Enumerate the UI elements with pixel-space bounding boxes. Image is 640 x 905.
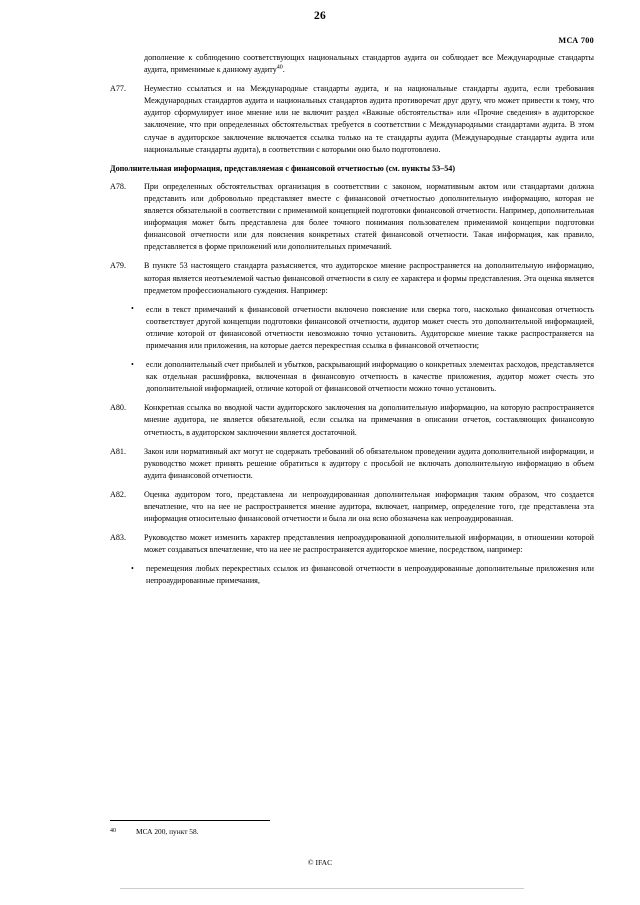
paragraph-body: Закон или нормативный акт могут не содержать требований об обязательном проведении аудита дополнительной информации, и руководство может принять решение обратиться к аудитору с просьбой не включать дополнительную информацию в объем аудита финансовой отчетности. [144, 446, 594, 480]
footnote-number: 40 [110, 828, 116, 834]
paragraph-ref: A81. [110, 446, 126, 456]
paragraph-body: Неуместно ссылаться и на Международные стандарты аудита, и на национальные стандарты аудита, если требования Международных стандартов аудита и национальных стандартов аудита противоречат друг другу, что может привести к тому, что аудитор сформулирует иное мнение или не включит раздел «Важные обстоятельства» или «Прочие сведения» в аудиторское заключение, что при определенных обстоятельствах требуется в соответствии с Международными стандартами аудита. В этом случае в аудиторское заключение включается ссылка только на те стандарты аудита (Международные стандарты аудита или национальные стандарты аудита), в соответствии с которыми оно было подготовлено. [144, 84, 594, 154]
page-bottom-rule [120, 888, 524, 889]
copyright-notice: © IFAC [307, 858, 333, 867]
paragraph-ref: A78. [110, 181, 126, 191]
footnote-text: МСА 200, пункт 58. [136, 827, 199, 836]
bullet-list-a79 [110, 304, 594, 396]
list-item: • если в текст примечаний к финансовой отчетности включено пояснение или сверка того, насколько финансовая отчетность соответствует другой концепции подготовки финансовой отчетности, аудитор может счесть это дополнительной информацией, отличие которой от финансовой отчетности невозможно точно установить. Аудиторское мнение также распространяется на примечания или приложения, на которые дается перекрестная ссылка в финансовой отчетности; [110, 304, 594, 352]
bullet-list-a83 [110, 563, 594, 587]
list-item: • если дополнительный счет прибылей и убытков, раскрывающий информацию о конкретных элементах расходов, представляется как отдельная расшифровка, включенная в финансовую отчетность в качестве приложения, аудитор может счесть это дополнительной информацией, отличие которой от финансовой отчетности можно точно установить. [110, 359, 594, 395]
section-heading: Дополнительная информация, представляемая с финансовой отчетностью (см. пункты 53–54) [110, 163, 456, 173]
paragraph-a77 [110, 83, 594, 156]
footnote-marker: 40 [276, 64, 283, 71]
header-standard-code: МСА 700 [558, 36, 594, 45]
paragraph-a82 [110, 489, 594, 525]
paragraph-ref: A80. [110, 403, 126, 413]
paragraph-ref: A83. [110, 533, 126, 543]
paragraph-a79 [110, 260, 594, 296]
paragraph-body: Оценка аудитором того, представлена ли непроаудированная дополнительная информация таким образом, что создается впечатление, что на нее не распространяется мнение аудитора, включает, например, определение того, где представлена эта информация относительно финансовой отчетности и была ли она ясно обозначена как непроаудированная. [144, 489, 594, 524]
lead-paragraph: дополнение к соблюдению соответствующих национальных стандартов аудита он соблюдает все Международные стандарты аудита, применимые к данному аудиту$^{40}$. [144, 53, 594, 75]
paragraph-a80 [110, 402, 594, 438]
paragraph-a83 [110, 532, 594, 556]
paragraph-ref: A82. [110, 489, 126, 499]
list-item: • перемещения любых перекрестных ссылок из финансовой отчетности в непроаудированные дополнительные приложения или непроаудированные примечания, [110, 563, 594, 587]
paragraph-body: Руководство может изменить характер представления непроаудированной дополнительной информации, в отношении которой может создаваться впечатление, что на нее не распространяется аудиторское мнение, посредством, например: [144, 533, 594, 555]
footnote-separator [110, 820, 270, 821]
lead-paragraph-text: дополнение к соблюдению соответствующих национальных стандартов аудита он соблюдает все Международные стандарты аудита, применимые к данному аудиту [144, 53, 594, 75]
paragraph-body: Конкретная ссылка во вводной части аудиторского заключения на дополнительную информацию, на которую распространяется мнение аудитора, не является обязательной, если ссылка на примечания в описании отчетов, составляющих финансовую отчетность, в аудиторском заключении является достаточной. [144, 403, 594, 437]
paragraph-ref: A77. [110, 84, 126, 94]
paragraph-body: В пункте 53 настоящего стандарта разъясняется, что аудиторское мнение распространяется на дополнительную информацию, которая является неотъемлемой частью финансовой отчетности в силу ее характера и формы представления. Эта оценка является предметом профессионального суждения. Например: [144, 261, 594, 295]
page-number: 26 [314, 10, 326, 22]
paragraph-ref: A79. [110, 261, 126, 271]
paragraph-body: При определенных обстоятельствах организация в соответствии с законом, нормативным актом или стандартами должна представить или добровольно представляет вместе с финансовой отчетностью дополнительную информацию, которая не является обязательной в соответствии с применимой концепцией подготовки финансовой отчетности. Например, дополнительная информация может быть представлена для более точного понимания пользователем применимой концепции подготовки финансовой отчетности или для пояснения конкретных статей финансовой отчетности. Такая информация, как правило, представляется в форме приложений или дополнительных примечаний. [144, 181, 594, 252]
page-content [110, 52, 594, 595]
paragraph-a78 [110, 181, 594, 254]
footnote [110, 826, 594, 837]
paragraph-a81 [110, 446, 594, 482]
